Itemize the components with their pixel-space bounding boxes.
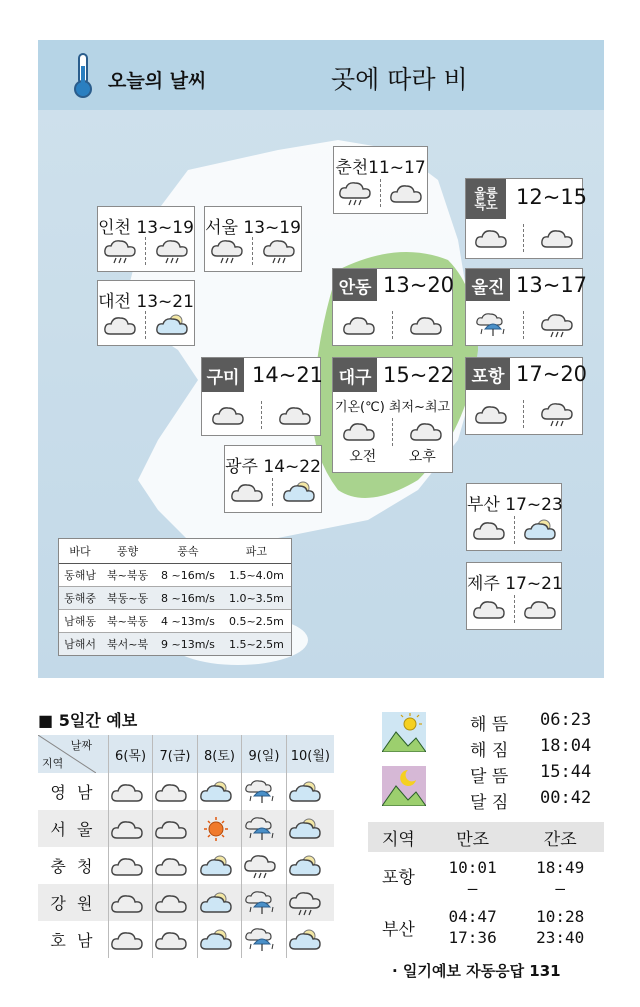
partly-cloudy-icon: [198, 779, 234, 805]
city-badge: 울진: [466, 269, 510, 301]
cloud-rain-icon: [287, 890, 323, 916]
city-temp: 17~20: [516, 362, 588, 386]
high-tide: 10:01: [448, 858, 497, 877]
cloud-icon: [109, 779, 145, 805]
low-tide: –: [555, 879, 566, 898]
high-tide: –: [467, 879, 478, 898]
moonset-time: 00:42: [540, 788, 592, 808]
city-card-jeju: [466, 562, 562, 630]
corner-top-label: 날짜: [70, 739, 92, 752]
sunrise-label: 해 뜸: [470, 715, 509, 735]
partly-cloudy-icon: [198, 890, 234, 916]
table-row: [38, 847, 334, 884]
partly-cloudy-icon: [287, 816, 323, 842]
partly-cloudy-icon: [287, 927, 323, 953]
city-card-busan: [466, 483, 562, 551]
cloud-icon: [153, 927, 189, 953]
region-label: 서 울: [38, 810, 108, 847]
column-header: 바다: [59, 539, 101, 564]
city-badge: 포항: [466, 358, 510, 390]
cloud-icon: [277, 402, 313, 428]
cloud-icon: [109, 927, 145, 953]
city-card-seoul: [204, 206, 302, 272]
weather-summary: 곳에 따라 비: [331, 65, 468, 94]
partly-cloudy-icon: [198, 927, 234, 953]
city-name: 부산: [467, 495, 500, 515]
moonrise-label: 달 뜸: [470, 767, 509, 787]
wave-height: 1.5~4.0m: [222, 564, 291, 587]
cloud-rain-icon: [209, 238, 245, 264]
city-temp: 12~15: [516, 185, 588, 209]
city-name: 인천: [98, 218, 131, 238]
city-badge: 안동: [333, 269, 377, 301]
moonrise-time: 15:44: [540, 762, 592, 782]
wind-direction: 북동~동: [101, 587, 154, 610]
high-tide: 17:36: [448, 928, 497, 947]
city-temp: 13~19: [136, 218, 194, 238]
wind-direction: 북~북동: [101, 610, 154, 633]
low-tide: 23:40: [536, 928, 585, 947]
city-temp: 13~21: [136, 292, 194, 312]
cloud-icon: [473, 401, 509, 427]
cloud-icon: [153, 853, 189, 879]
five-day-forecast-table: [38, 735, 334, 958]
low-tide: 10:28: [536, 907, 585, 926]
legend-label: 기온(℃) 최저~최고: [334, 400, 451, 415]
table-row: [59, 633, 291, 656]
sunrise-icon: [382, 712, 426, 752]
tide-city: 부산: [381, 919, 415, 940]
region-label: 강 원: [38, 884, 108, 921]
cloud-icon: [341, 312, 377, 338]
wave-height: 1.5~2.5m: [222, 633, 291, 656]
forecast-title: ■ 5일간 예보: [38, 711, 138, 730]
cloud-icon: [153, 779, 189, 805]
cloud-icon: [153, 890, 189, 916]
cloud-icon: [388, 180, 424, 206]
cloud-icon: [102, 312, 138, 338]
moonrise-icon: [382, 766, 426, 806]
cloud-rain-icon: [261, 238, 297, 264]
cloud-rain-icon: [539, 401, 575, 427]
wind-direction: 북서~북: [101, 633, 154, 656]
corner-bottom-label: 지역: [42, 757, 64, 770]
page-title: 오늘의 날씨: [108, 70, 207, 92]
umbrella-rain-icon: [242, 890, 278, 916]
umbrella-rain-icon: [242, 927, 278, 953]
wave-height: 0.5~2.5m: [222, 610, 291, 633]
day-header: 8(토): [197, 735, 241, 773]
corner-cell: [38, 735, 108, 773]
sea-area: 남해동: [59, 610, 101, 633]
city-card-gumi: [201, 357, 324, 436]
city-name: 제주: [467, 574, 500, 594]
moonset-label: 달 짐: [470, 793, 509, 813]
city-name: 광주: [225, 457, 258, 477]
table-row: [38, 773, 334, 810]
city-temp: 13~19: [243, 218, 301, 238]
cloud-icon: [210, 402, 246, 428]
wave-height: 1.0~3.5m: [222, 587, 291, 610]
wind-direction: 북~북동: [101, 564, 154, 587]
table-row: [59, 587, 291, 610]
cloud-rain-icon: [242, 853, 278, 879]
sunset-time: 18:04: [540, 736, 592, 756]
city-card-pohang: [465, 357, 588, 435]
high-tide: 04:47: [448, 907, 497, 926]
cloud-rain-icon: [102, 238, 138, 264]
cloud-icon: [408, 312, 444, 338]
city-card-andong: [332, 268, 453, 346]
thermometer-icon: [68, 52, 98, 100]
city-temp: 11~17: [368, 158, 426, 178]
table-row: [38, 884, 334, 921]
day-header: 10(월): [286, 735, 334, 773]
city-card-incheon: [97, 206, 195, 272]
cloud-icon: [522, 596, 558, 622]
city-card-ulleung: [465, 178, 588, 259]
region-label: 충 청: [50, 857, 96, 876]
city-temp: 14~22: [263, 457, 321, 477]
sea-area: 동해중: [59, 587, 101, 610]
low-tide: 18:49: [536, 858, 585, 877]
region-label: 호 남: [50, 931, 96, 950]
cloud-icon: [109, 816, 145, 842]
sea-conditions-table: [58, 538, 292, 656]
sunrise-time: 06:23: [540, 710, 592, 730]
day-header: 9(일): [242, 735, 286, 773]
city-temp: 13~20: [383, 273, 455, 297]
cloud-icon: [471, 517, 507, 543]
city-badge: 대구: [333, 358, 377, 392]
cloud-rain-icon: [539, 312, 575, 338]
sun-icon: [198, 816, 234, 842]
column-header: 만조: [429, 822, 517, 852]
city-card-gwangju: [224, 445, 322, 513]
column-header: 풍속: [154, 539, 222, 564]
pm-label: 오후: [408, 449, 436, 465]
cloud-icon: [109, 890, 145, 916]
partly-cloudy-icon: [281, 479, 317, 505]
city-temp: 13~17: [516, 273, 588, 297]
table-row: [368, 852, 604, 878]
sea-area: 동해남: [59, 564, 101, 587]
city-badge: 구미: [202, 358, 244, 392]
table-row: [38, 810, 334, 847]
tide-city: 포항: [381, 868, 415, 888]
city-temp: 17~21: [505, 574, 563, 594]
sea-area: 남해서: [59, 633, 101, 656]
day-header: 7(금): [153, 735, 197, 773]
tide-table: [368, 822, 604, 948]
table-row: [59, 564, 291, 587]
cloud-icon: [229, 479, 265, 505]
umbrella-rain-icon: [473, 312, 509, 338]
wind-speed: 9 ~13m/s: [154, 633, 222, 656]
column-header: 파고: [222, 539, 291, 564]
city-badge: 울릉 독도: [466, 179, 506, 219]
cloud-icon: [153, 816, 189, 842]
header-bar: [38, 40, 604, 110]
umbrella-rain-icon: [242, 779, 278, 805]
city-temp: 15~22: [383, 363, 455, 387]
city-name: 춘천: [335, 158, 369, 178]
umbrella-rain-icon: [242, 816, 278, 842]
cloud-rain-icon: [337, 180, 373, 206]
column-header: 간조: [516, 822, 604, 852]
partly-cloudy-icon: [198, 853, 234, 879]
cloud-icon: [539, 225, 575, 251]
partly-cloudy-icon: [522, 517, 558, 543]
city-temp: 14~21: [252, 363, 324, 387]
cloud-icon: [473, 225, 509, 251]
city-card-chuncheon: [333, 146, 428, 214]
wind-speed: 8 ~16m/s: [154, 564, 222, 587]
wind-speed: 8 ~16m/s: [154, 587, 222, 610]
city-temp: 17~23: [505, 495, 563, 515]
partly-cloudy-icon: [287, 779, 323, 805]
city-card-daegu: [332, 357, 453, 473]
partly-cloudy-icon: [154, 312, 190, 338]
city-name: 서울: [205, 218, 238, 238]
region-label: 영 남: [50, 783, 96, 802]
column-header: 지역: [368, 822, 429, 852]
cloud-icon: [471, 596, 507, 622]
cloud-icon: [341, 418, 377, 444]
city-card-uljin: [465, 268, 588, 346]
am-label: 오전: [349, 449, 377, 465]
partly-cloudy-icon: [287, 853, 323, 879]
table-row: [59, 610, 291, 633]
city-card-daejeon: [97, 280, 195, 346]
cloud-rain-icon: [154, 238, 190, 264]
cloud-icon: [408, 418, 444, 444]
column-header: 풍향: [101, 539, 154, 564]
sunset-label: 해 짐: [470, 741, 509, 761]
auto-response-note: · 일기예보 자동응답 131: [392, 962, 561, 980]
day-header: 6(목): [108, 735, 152, 773]
city-name: 대전: [98, 292, 131, 312]
cloud-icon: [109, 853, 145, 879]
table-row: [38, 921, 334, 958]
wind-speed: 4 ~13m/s: [154, 610, 222, 633]
table-row: [368, 899, 604, 927]
